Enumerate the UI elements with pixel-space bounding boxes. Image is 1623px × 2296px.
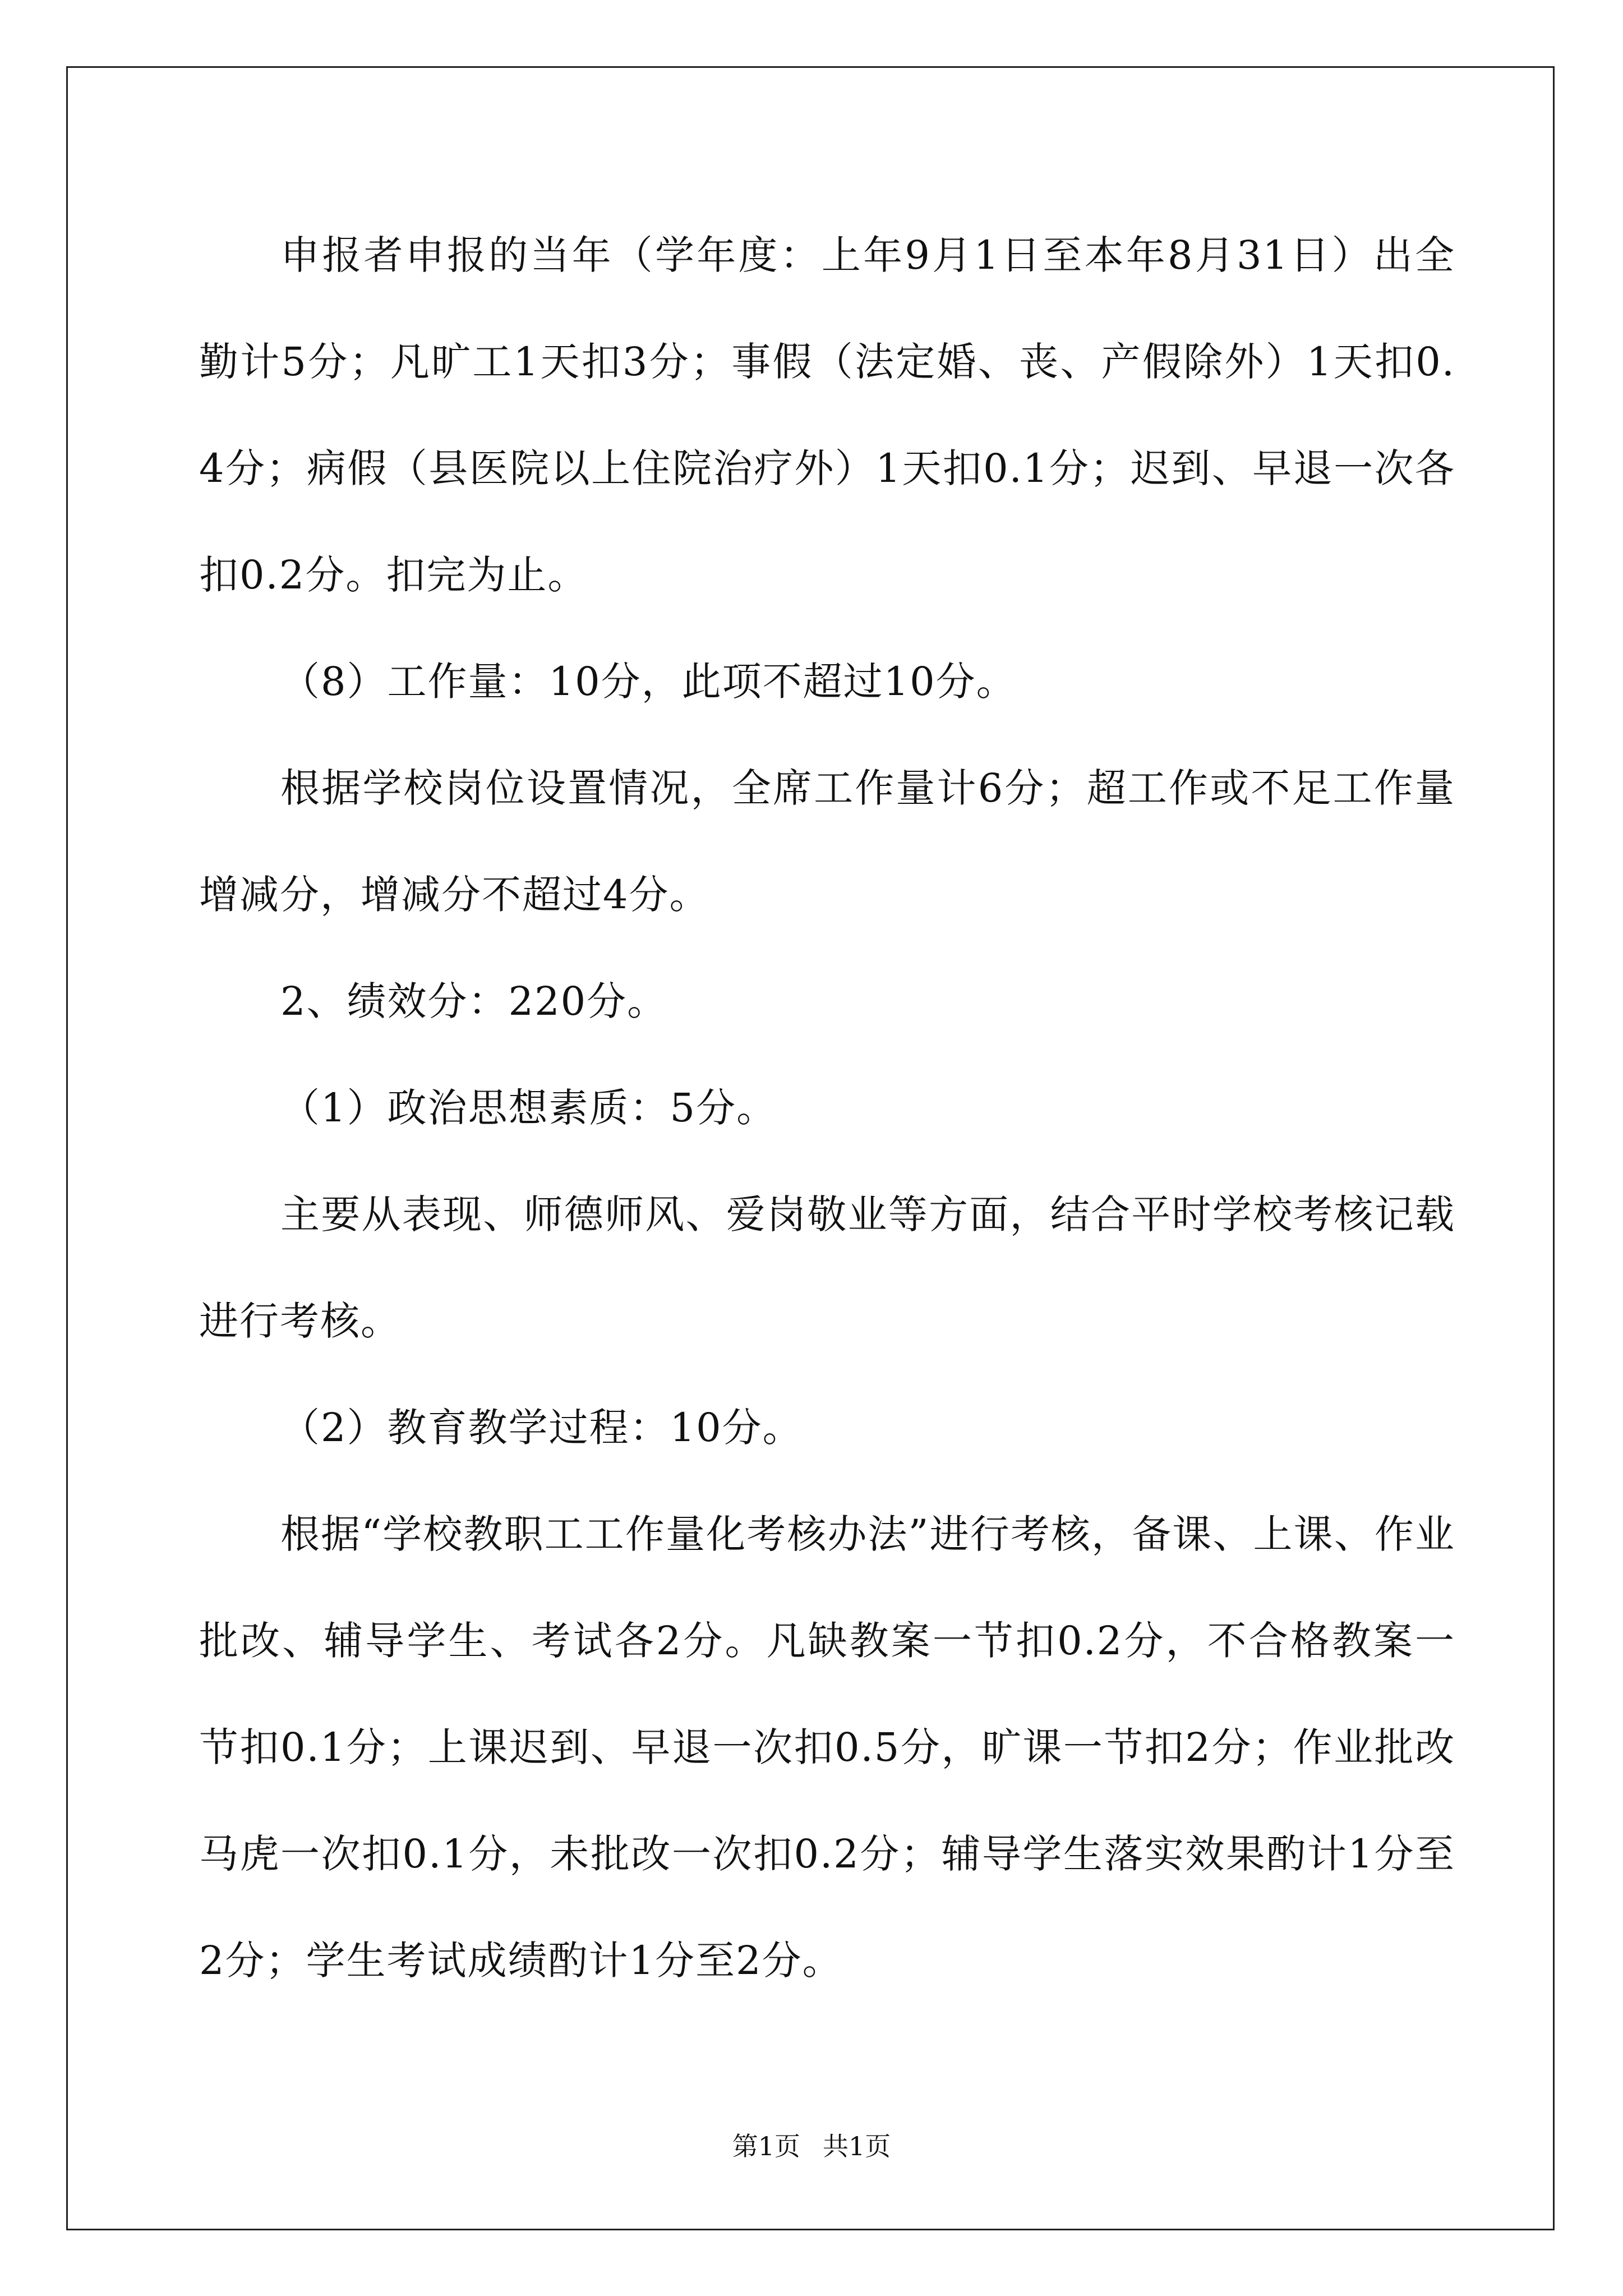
paragraph-political-heading: （1）政治思想素质：5分。 [280, 1085, 777, 1131]
paragraph-workload-rule: 根据学校岗位设置情况，全席工作量计6分；超工作或不足工作量增减分，增减分不超过4分。 [199, 765, 1455, 918]
paragraph-workload-heading: （8）工作量：10分，此项不超过10分。 [280, 659, 1017, 705]
paragraph-political-rule: 主要从表现、师德师风、爱岗敬业等方面，结合平时学校考核记载进行考核。 [199, 1191, 1455, 1344]
page-number-current: 第1页 [732, 2131, 800, 2161]
document-body [199, 202, 1455, 2014]
paragraph-teaching-heading: （2）教育教学过程：10分。 [280, 1405, 803, 1451]
page-number-total: 共1页 [823, 2131, 891, 2161]
paragraph-performance-heading: 2、绩效分：220分。 [280, 978, 668, 1024]
page-footer [0, 2126, 1623, 2163]
paragraph-teaching-rule: 根据“学校教职工工作量化考核办法”进行考核，备课、上课、作业批改、辅导学生、考试各2分。凡缺教案一节扣0.2分，不合格教案一节扣0.1分；上课迟到、早退一次扣0.5分，旷课一节扣2分；作业批改马虎一次扣0.1分，未批改一次扣0.2分；辅导学生落实效果酌计1分至2分；学生考试成绩酌计1分至2分。 [199, 1511, 1455, 1984]
paragraph-attendance: 申报者申报的当年（学年度：上年9月1日至本年8月31日）出全勤计5分；凡旷工1天扣3分；事假（法定婚、丧、产假除外）1天扣0.4分；病假（县医院以上住院治疗外）1天扣0.1分；迟到、早退一次各扣0.2分。扣完为止。 [199, 232, 1455, 598]
